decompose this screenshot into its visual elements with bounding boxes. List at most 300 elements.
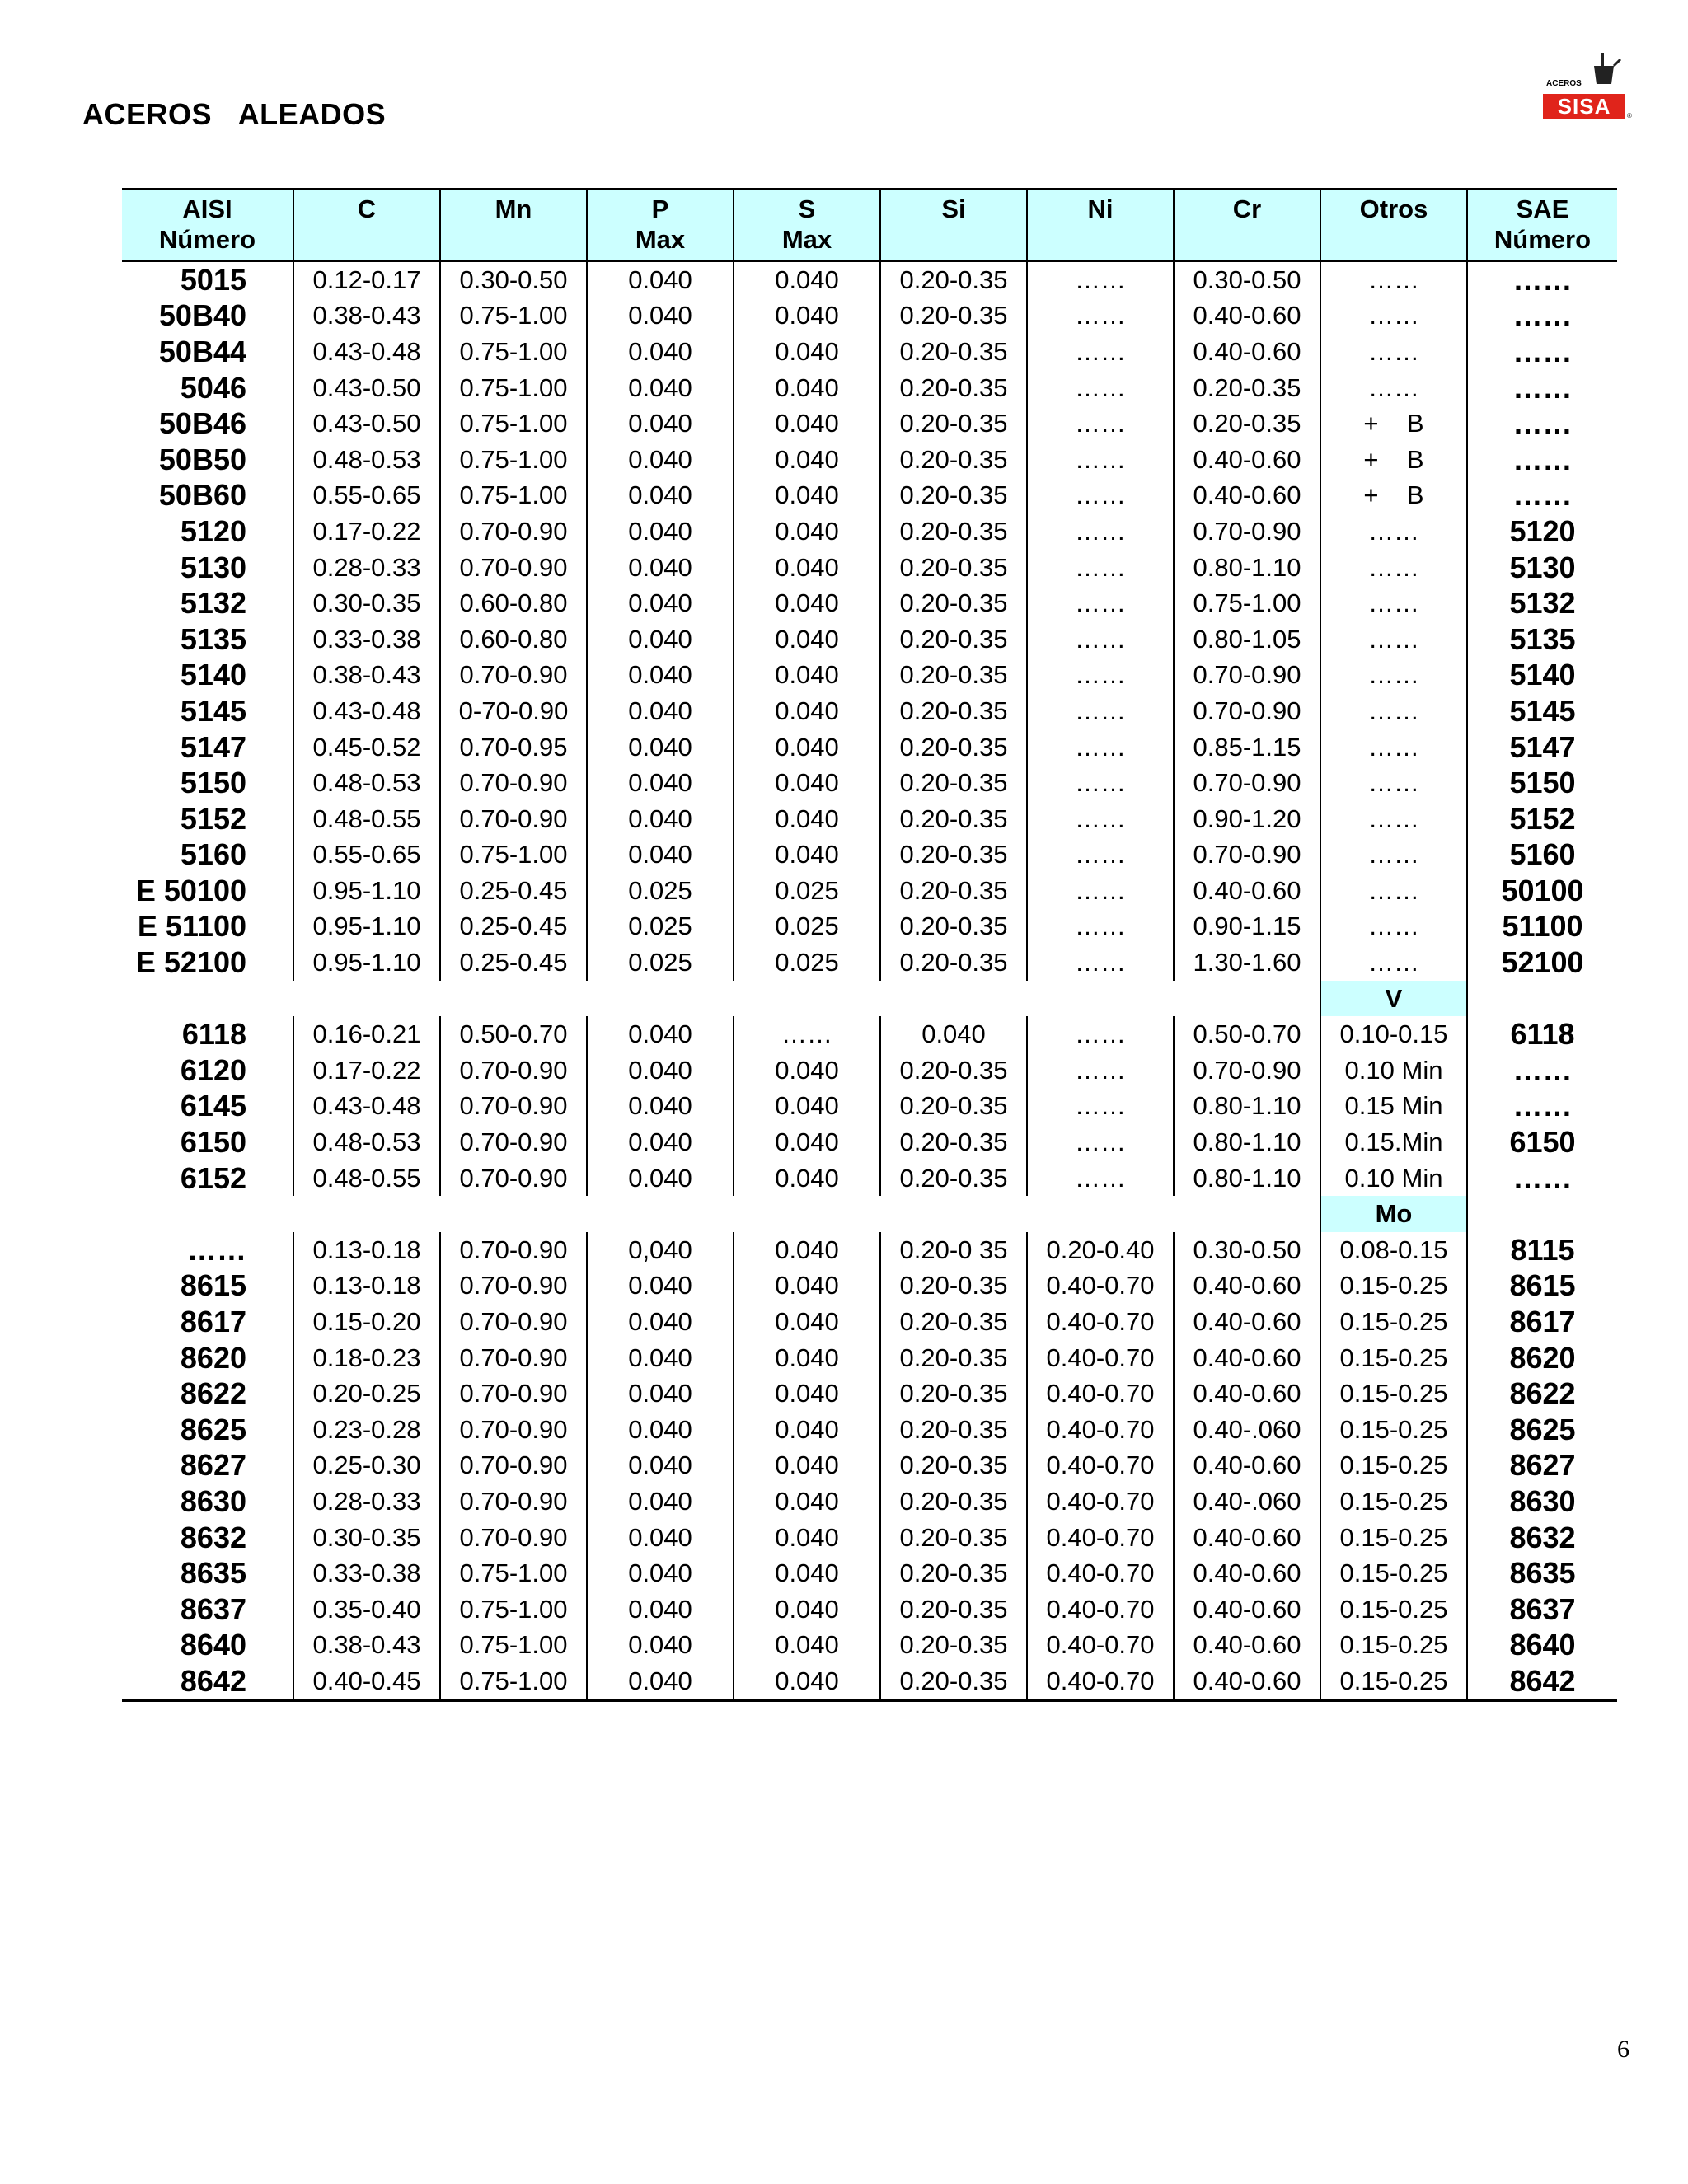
table-cell: 0.040 [587,1052,734,1089]
table-cell: 0.20-0.35 [880,621,1027,658]
table-row [122,1591,1617,1628]
table-cell: 0.40-0.70 [1027,1483,1174,1520]
table-cell: 0.20-0.35 [880,1663,1027,1700]
sae-number-cell: 5135 [1467,621,1617,658]
table-cell: 0.040 [587,1340,734,1376]
table-row [122,693,1617,729]
table-cell: …… [1320,298,1467,335]
sae-number-cell: 5130 [1467,550,1617,586]
table-cell: 0.40-0.60 [1174,1591,1320,1628]
table-cell: 0.040 [734,1483,880,1520]
table-cell: 0.15-0.20 [293,1304,440,1340]
column-header-line1: Si [941,194,966,223]
table-cell: 0.40-0.70 [1027,1304,1174,1340]
table-row [122,1376,1617,1412]
table-row [122,1483,1617,1520]
table-cell: 0.040 [587,405,734,442]
table-cell: 0.040 [880,1016,1027,1052]
table-row [122,944,1617,981]
table-cell: …… [1320,765,1467,801]
sae-number-cell: …… [1467,370,1617,406]
sae-number-cell: 5152 [1467,801,1617,837]
table-cell: 0.40-0.60 [1174,334,1320,370]
table-cell: 0.040 [587,1304,734,1340]
table-cell: 0-70-0.90 [440,693,587,729]
table-cell: 0.20-0.35 [880,1340,1027,1376]
column-header [1467,190,1617,261]
table-cell: 0.20-0.35 [880,298,1027,335]
table-cell: 0.38-0.43 [293,658,440,694]
empty-cell [122,981,293,1017]
table-row [122,1448,1617,1484]
aisi-number-cell: 8615 [180,1268,246,1303]
table-cell: 0.040 [587,1555,734,1591]
table-body [122,261,1617,1701]
table-header [122,190,1617,261]
table-cell: 0.15.Min [1320,1124,1467,1160]
column-header-line2: Número [158,225,256,254]
table-cell: 0.40-0.45 [293,1663,440,1700]
table-cell: 1.30-1.60 [1174,944,1320,981]
column-header-line1: S [798,194,816,223]
table-cell: …… [1027,621,1174,658]
table-cell: 0.85-1.15 [1174,729,1320,766]
table-cell: 0.025 [587,944,734,981]
aisi-number-cell: 8625 [180,1412,246,1446]
table-cell: …… [1320,334,1467,370]
table-cell: 0.15-0.25 [1320,1448,1467,1484]
table-cell: 0.40-0.60 [1174,1376,1320,1412]
table-cell: …… [1027,261,1174,298]
table-cell: 0.17-0.22 [293,1052,440,1089]
table-cell: 0.040 [587,729,734,766]
table-cell: 0.20-0.35 [880,693,1027,729]
table-cell: 0.20-0 35 [880,1232,1027,1268]
table-cell: …… [1027,944,1174,981]
aisi-number-cell: 50B44 [158,334,246,368]
table-cell: 0.40-0.60 [1174,478,1320,514]
sae-number-cell: 8630 [1467,1483,1617,1520]
table-cell: 0.040 [734,1591,880,1628]
table-cell: 0.040 [734,693,880,729]
aisi-number-cell: 8632 [180,1520,246,1554]
table-cell: 0.75-1.00 [440,405,587,442]
table-cell: 0.95-1.10 [293,909,440,945]
table-cell: 0.15-0.25 [1320,1412,1467,1448]
table-row [122,1520,1617,1556]
logo-small-text: ACEROS [1546,79,1582,88]
table-cell: 0.040 [734,1663,880,1700]
table-cell: 0.040 [587,1591,734,1628]
table-row [122,801,1617,837]
table-cell: 0.25-0.45 [440,909,587,945]
table-cell: 0.08-0.15 [1320,1232,1467,1268]
column-header [1027,190,1174,261]
table-cell: …… [1320,837,1467,874]
aisi-number-cell: 8630 [180,1483,246,1518]
aisi-number-cell: 6152 [180,1160,246,1195]
table-cell: 0.43-0.50 [293,405,440,442]
column-header [122,190,293,261]
table-cell: 0.48-0.53 [293,765,440,801]
empty-cell [1027,1196,1174,1232]
subheader-row [122,981,1617,1017]
table-cell: 0.040 [734,298,880,335]
aisi-number-cell: …… [187,1232,246,1267]
sae-number-cell: …… [1467,1052,1617,1089]
table-cell: 0.48-0.55 [293,801,440,837]
column-header-line2: Número [1493,225,1592,254]
table-cell: 0.040 [587,1520,734,1556]
table-cell: 0.55-0.65 [293,837,440,874]
table-cell: 0.90-1.20 [1174,801,1320,837]
table-cell: 0.20-0.35 [880,1483,1027,1520]
table-cell: 0.70-0.90 [440,1340,587,1376]
table-cell: 0.040 [734,658,880,694]
table-row [122,1089,1617,1125]
aisi-number-cell: 50B50 [158,442,246,476]
table-cell: 0.040 [587,693,734,729]
table-cell: 0.75-1.00 [440,298,587,335]
aisi-number-cell: 5160 [180,837,246,872]
table-cell: 0.040 [734,1412,880,1448]
table-cell: 0.040 [587,801,734,837]
table-cell: 0.040 [734,1160,880,1197]
aisi-number-cell: 50B60 [158,478,246,513]
table-cell: 0.15-0.25 [1320,1340,1467,1376]
table-cell: 0.040 [734,405,880,442]
empty-cell [880,1196,1027,1232]
table-cell: 0.040 [734,261,880,298]
alloy-composition-table [122,188,1617,1702]
empty-cell [734,981,880,1017]
sae-number-cell: …… [1467,261,1617,298]
table-cell: …… [1027,765,1174,801]
table-row [122,909,1617,945]
table-cell: 0.10 Min [1320,1160,1467,1197]
table-cell: …… [1027,1052,1174,1089]
column-header-line1: Ni [1087,194,1114,223]
sae-number-cell: …… [1467,478,1617,514]
table-cell: 0.20-0.35 [880,909,1027,945]
table-cell: 0.20-0.35 [880,801,1027,837]
table-cell: 0.025 [734,909,880,945]
sae-number-cell: 8632 [1467,1520,1617,1556]
table-cell: …… [1320,729,1467,766]
sae-number-cell: 8617 [1467,1304,1617,1340]
table-cell: …… [1027,1160,1174,1197]
sae-number-cell: 8637 [1467,1591,1617,1628]
table-cell: + B [1320,478,1467,514]
table-cell: 0.20-0.35 [880,1628,1027,1664]
sae-number-cell: 8615 [1467,1268,1617,1305]
table-row [122,1663,1617,1700]
sae-number-cell: 8635 [1467,1555,1617,1591]
table-row [122,1052,1617,1089]
table-row [122,1160,1617,1197]
table-row [122,478,1617,514]
table-cell: 0.70-0.95 [440,729,587,766]
table-cell: …… [1320,621,1467,658]
table-cell: 0.20-0.35 [880,1412,1027,1448]
table-cell: 0.20-0.35 [880,442,1027,478]
table-cell: 0.20-0.35 [1174,405,1320,442]
sae-number-cell: 5120 [1467,513,1617,550]
table-row [122,1555,1617,1591]
aisi-number-cell: 8627 [180,1448,246,1483]
sae-number-cell: 5145 [1467,693,1617,729]
sae-number-cell: 8625 [1467,1412,1617,1448]
table-cell: 0.040 [734,621,880,658]
table-cell: 0.75-1.00 [440,442,587,478]
table-cell: 0.040 [587,1089,734,1125]
table-cell: 0.20-0.35 [880,1555,1027,1591]
page-title: ACEROS ALEADOS [82,97,387,131]
sae-number-cell: 5160 [1467,837,1617,874]
column-header [734,190,880,261]
table-cell: 0.040 [734,1555,880,1591]
column-header [293,190,440,261]
table-cell: 0.70-0.90 [440,1520,587,1556]
table-cell: 0.30-0.50 [1174,1232,1320,1268]
table-cell: 0.25-0.30 [293,1448,440,1484]
empty-cell [1174,1196,1320,1232]
table-cell: 0.40-0.60 [1174,298,1320,335]
table-cell: 0.040 [587,298,734,335]
aisi-number-cell: E 50100 [135,873,246,907]
table-cell: …… [1027,1124,1174,1160]
sae-number-cell: 5150 [1467,765,1617,801]
table-row [122,658,1617,694]
table-cell: 0.040 [734,1052,880,1089]
table-cell: 0.040 [587,585,734,621]
table-cell: 0.025 [734,873,880,909]
table-cell: 0.40-0.60 [1174,873,1320,909]
table-cell: 0.70-0.90 [440,1232,587,1268]
table-cell: 0.20-0.25 [293,1376,440,1412]
table-row [122,873,1617,909]
table-cell: 0.040 [587,658,734,694]
aisi-number-cell: 5150 [180,766,246,800]
table-cell: …… [1027,478,1174,514]
table-cell: …… [1027,298,1174,335]
table-cell: 0.70-0.90 [440,1412,587,1448]
table-cell: 0.70-0.90 [440,1483,587,1520]
table-cell: 0.70-0.90 [440,513,587,550]
empty-cell [440,1196,587,1232]
table-cell: 0.70-0.90 [440,1160,587,1197]
empty-cell [734,1196,880,1232]
table-cell: 0.20-0.40 [1027,1232,1174,1268]
table-cell: 0.040 [587,1160,734,1197]
table-cell: 0.040 [587,370,734,406]
table-cell: 0.040 [734,1304,880,1340]
table-cell: 0.040 [734,370,880,406]
table-cell: 0.040 [587,1268,734,1305]
table-cell: 0.40-0.60 [1174,1304,1320,1340]
table-cell: 0.040 [734,1628,880,1664]
empty-cell [440,981,587,1017]
table-cell: …… [734,1016,880,1052]
table-cell: 0.33-0.38 [293,621,440,658]
aisi-number-cell: 6150 [180,1125,246,1160]
table-cell: 0.040 [734,334,880,370]
table-cell: 0.70-0.90 [440,658,587,694]
column-header-line1: P [651,194,669,223]
table-cell: 0.040 [587,1016,734,1052]
table-cell: …… [1027,837,1174,874]
table-cell: 0.025 [734,944,880,981]
table-cell: 0.70-0.90 [440,1089,587,1125]
empty-cell [122,1196,293,1232]
aisi-number-cell: 5140 [180,658,246,692]
table-cell: 0.15-0.25 [1320,1555,1467,1591]
table-cell: …… [1027,1016,1174,1052]
table-cell: 0.15-0.25 [1320,1376,1467,1412]
table-cell: …… [1027,405,1174,442]
column-header-line1: C [357,194,377,223]
table-row [122,1232,1617,1268]
table-cell: 0.040 [734,1124,880,1160]
table-cell: 0.70-0.90 [440,1304,587,1340]
sae-number-cell: 52100 [1467,944,1617,981]
aisi-number-cell: 5135 [180,621,246,656]
aisi-number-cell: 8637 [180,1591,246,1626]
table-cell: 0.75-1.00 [1174,585,1320,621]
sae-number-cell: 6150 [1467,1124,1617,1160]
table-cell: …… [1320,513,1467,550]
table-cell: 0.80-1.05 [1174,621,1320,658]
table-cell: 0.20-0.35 [880,729,1027,766]
table-row [122,765,1617,801]
table-cell: 0.40-0.70 [1027,1448,1174,1484]
table-cell: 0.48-0.53 [293,1124,440,1160]
table-row [122,405,1617,442]
aisi-number-cell: 8642 [122,1663,293,1700]
table-row [122,1628,1617,1664]
table-cell: 0.43-0.48 [293,334,440,370]
table-cell: 0.20-0.35 [880,1268,1027,1305]
table-cell: 0.50-0.70 [440,1016,587,1052]
table-cell: 0.75-1.00 [440,1555,587,1591]
aisi-number-cell: 5145 [180,693,246,728]
table-cell: 0.70-0.90 [440,801,587,837]
table-cell: 0.75-1.00 [440,334,587,370]
table-cell: 0.040 [734,1089,880,1125]
aisi-number-cell: 8635 [180,1556,246,1591]
table-row [122,729,1617,766]
table-cell: 0.040 [587,478,734,514]
table-cell: 0.20-0.35 [880,405,1027,442]
table-row [122,513,1617,550]
table-cell: 0.040 [587,1483,734,1520]
table-cell: 0.75-1.00 [440,370,587,406]
table-cell: 0.025 [587,873,734,909]
subheader-cell: V [1320,981,1467,1017]
sae-number-cell: …… [1467,405,1617,442]
table-cell: …… [1320,909,1467,945]
sae-number-cell: 8115 [1467,1232,1617,1268]
aisi-number-cell: 6120 [180,1052,246,1087]
aisi-number-cell: 5132 [180,586,246,621]
table-cell: …… [1320,693,1467,729]
table-cell: 0.20-0.35 [880,261,1027,298]
table-cell: 0.040 [734,1448,880,1484]
aisi-number-cell: 5046 [180,370,246,405]
logo-registered-mark: ® [1627,112,1632,120]
table-cell: 0,040 [587,1232,734,1268]
table-cell: …… [1320,261,1467,298]
empty-cell [1174,981,1320,1017]
table-cell: 0.40-0.60 [1174,442,1320,478]
aisi-number-cell: 8640 [180,1628,246,1662]
table-cell: 0.20-0.35 [880,334,1027,370]
table-cell: 0.40-0.70 [1027,1591,1174,1628]
table-row [122,298,1617,335]
table-cell: 0.70-0.90 [440,1052,587,1089]
table-cell: 0.30-0.35 [293,1520,440,1556]
table-row [122,621,1617,658]
table-cell: 0.70-0.90 [1174,513,1320,550]
table-cell: …… [1027,442,1174,478]
table-cell: 0.43-0.48 [293,1089,440,1125]
table-cell: 0.20-0.35 [880,1304,1027,1340]
table-cell: 0.70-0.90 [1174,837,1320,874]
table-cell: 0.040 [734,801,880,837]
table-cell: 0.38-0.43 [293,298,440,335]
aisi-number-cell: E 51100 [137,909,246,944]
table-cell: 0.70-0.90 [440,1448,587,1484]
table-cell: 0.040 [587,1412,734,1448]
sae-number-cell: 8627 [1467,1448,1617,1484]
table-cell: 0.40-0.60 [1174,1663,1320,1700]
table-cell: 0.040 [587,837,734,874]
aisi-number-cell: E 52100 [135,945,246,980]
table-cell: …… [1320,658,1467,694]
table-cell: 0.28-0.33 [293,550,440,586]
table-row [122,1268,1617,1305]
table-cell: 0.70-0.90 [1174,1052,1320,1089]
table-cell: …… [1027,658,1174,694]
table-cell: 0.20-0.35 [880,1591,1027,1628]
table-cell: 0.20-0.35 [880,1160,1027,1197]
sae-number-cell: 51100 [1467,909,1617,945]
aisi-number-cell: 5152 [180,801,246,836]
aisi-number-cell: 5120 [180,513,246,548]
sae-number-cell: 5140 [1467,658,1617,694]
table-cell: …… [1027,550,1174,586]
table-cell: 0.40-0.70 [1027,1555,1174,1591]
aisi-number-cell: 8622 [180,1376,246,1411]
table-cell: 0.040 [734,442,880,478]
table-cell: 0.40-0.70 [1027,1520,1174,1556]
table-cell: 0.20-0.35 [880,837,1027,874]
table-cell: 0.50-0.70 [1174,1016,1320,1052]
table-cell: + B [1320,405,1467,442]
table-cell: 0.20-0.35 [880,873,1027,909]
empty-cell [293,981,440,1017]
table-cell: …… [1320,370,1467,406]
table-cell: 0.90-1.15 [1174,909,1320,945]
table-cell: 0.20-0.35 [880,944,1027,981]
table-cell: …… [1027,1089,1174,1125]
column-header [1174,190,1320,261]
table-cell: 0.40-0.60 [1174,1555,1320,1591]
subheader-row [122,1196,1617,1232]
table-cell: …… [1320,801,1467,837]
table-cell: 0.040 [734,585,880,621]
table-row [122,550,1617,586]
